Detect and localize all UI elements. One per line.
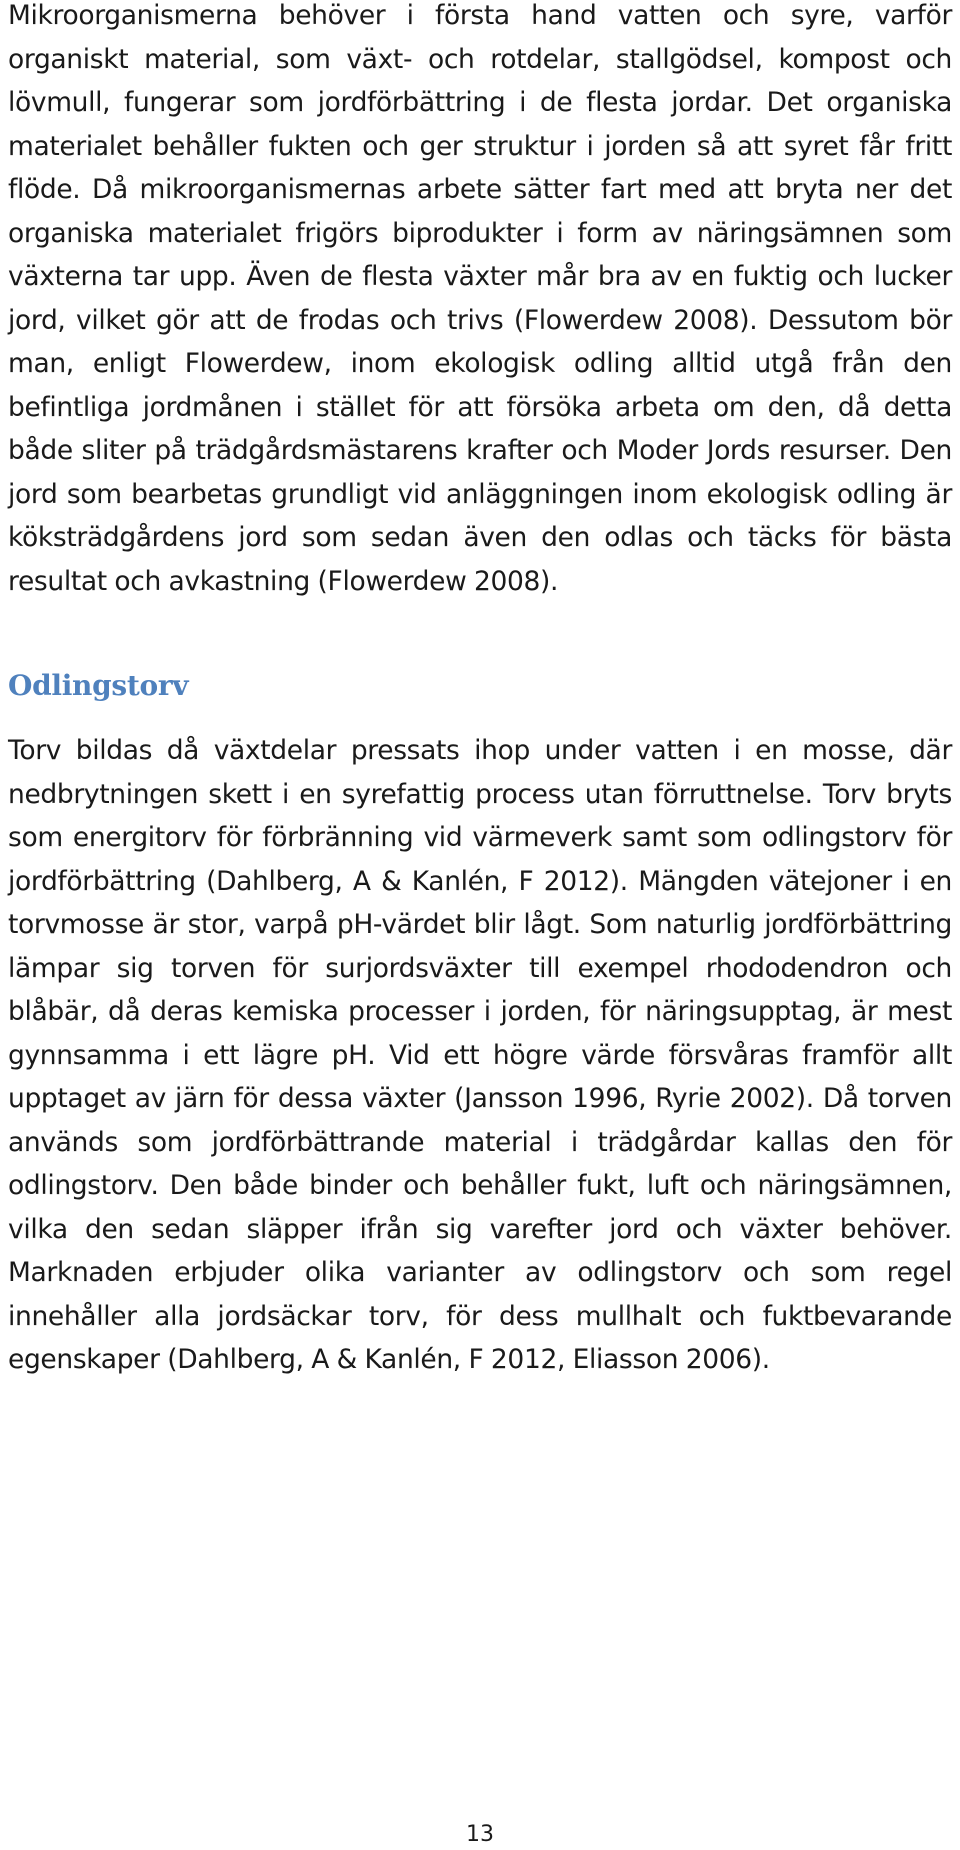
section-heading: Odlingstorv (8, 669, 189, 702)
body-paragraph-odlingstorv: Torv bildas då växtdelar pressats ihop under vatten i en mosse, där nedbrytningen skett i en syrefattig process utan förruttnelse. Torv bryts som energitorv för förbränning vid värmeverk samt som odlingstorv för jordförbättring (Dahlberg, A & Kanlén, F 2012). Mängden vätejoner i en torvmosse är stor, varpå pH-värdet blir lågt. Som naturlig jordförbättring lämpar sig torven för surjordsväxter till exempel rhododendron och blåbär, då deras kemiska processer i jorden, för näringsupptag, är mest gynnsamma i ett lägre pH. Vid ett högre värde försvåras framför allt upptaget av järn för dessa växter (Jansson 1996, Ryrie 2002). Då torven används som jordförbättrande material i trädgårdar kallas den för odlingstorv. Den både binder och behåller fukt, luft och näringsämnen, vilka den sedan släpper ifrån sig varefter jord och växter behöver. Marknaden erbjuder olika varianter av odlingstorv och som regel innehåller alla jordsäckar torv, för dess mullhalt och fuktbevarande egenskaper (Dahlberg, A & Kanlén, F 2012, Eliasson 2006). (8, 735, 952, 1375)
body-paragraph-soil-microorganisms: Mikroorganismerna behöver i första hand vatten och syre, varför organiskt material, som växt- och rotdelar, stallgödsel, kompost och lövmull, fungerar som jordförbättring i de flesta jordar. Det organiska materialet behåller fukten och ger struktur i jorden så att syret får fritt flöde. Då mikroorganismernas arbete sätter fart med att bryta ner det organiska materialet frigörs biprodukter i form av näringsämnen som växterna tar upp. Även de flesta växter mår bra av en fuktig och lucker jord, vilket gör att de frodas och trivs (Flowerdew 2008). Dessutom bör man, enligt Flowerdew, inom ekologisk odling alltid utgå från den befintliga jordmånen i stället för att försöka arbeta om den, då detta både sliter på trädgårdsmästarens krafter och Moder Jords resurser. Den jord som bearbetas grundligt vid anläggningen inom ekologisk odling är köksträdgårdens jord som sedan även den odlas och täcks för bästa resultat och avkastning (Flowerdew 2008). (8, 0, 952, 597)
page-number: 13 (466, 1822, 494, 1847)
